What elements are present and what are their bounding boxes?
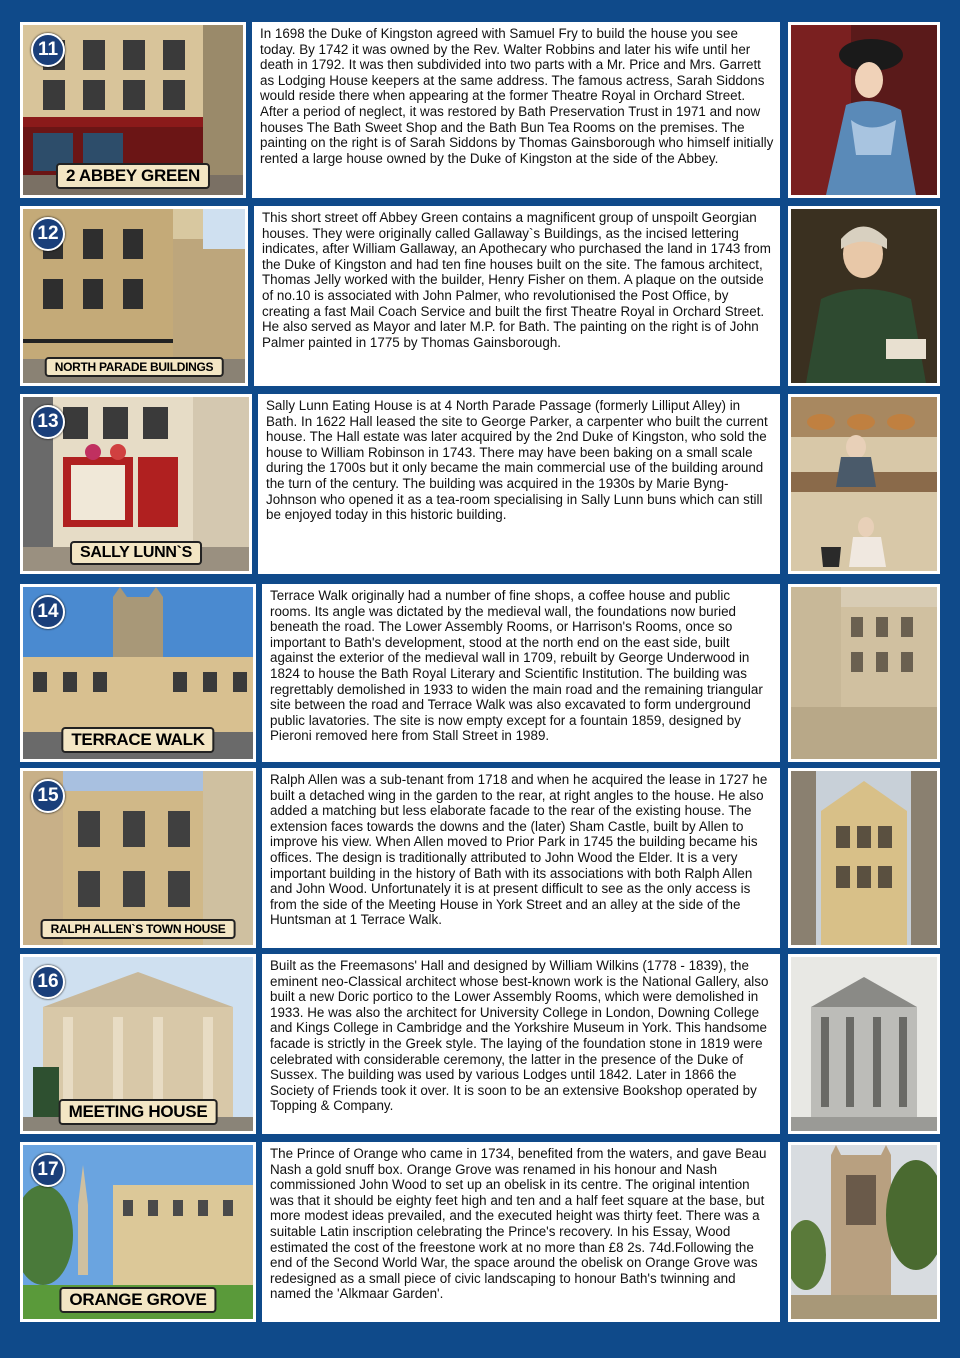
entry-number-badge: 11	[31, 33, 65, 67]
meeting-house-engraving-image	[791, 957, 937, 1131]
portrait-man-image	[791, 209, 937, 383]
entry-description: Terrace Walk originally had a number of fine shops, a coffee house and public rooms. Its angle was dictated by the medieval wall, the foundations now buried beneath the road. The Lower Assembly Rooms, or Harrison's Rooms, once so important to Bath's development, stood at the north end on the east side, built against the exterior of the medieval wall in 1709, rebuilt by George Underwood in 1824 to house the Bath Royal Literary and Scientific Institution. The building was regrettably demolished in 1933 to widen the main road and the remaining triangular site between the road and Terrace Walk was also excavated to form underground public lavatories. The site is now empty except for a fountain 1859, designed by Pieroni removed here from Stall Street in 1989.	[262, 584, 780, 762]
entry-caption: SALLY LUNN`S	[70, 541, 202, 565]
historic-street-image	[791, 587, 937, 759]
portrait-painting	[788, 206, 940, 386]
entry-description: This short street off Abbey Green contains a magnificent group of unspoilt Georgian houses. They were originally called Gallaway`s Buildings, as the incised lettering indicates, after William Gallaway, an Apothecary who purchased the land in 1743 from the Duke of Kingston and had ten fine houses built on the site. The famous architect, Thomas Jelly worked with the builder, Henry Fisher on them. A plaque on the outside of no.10 is associated with John Palmer, who revolutionised the Post Office, by creating a fast Mail Coach Service and built the first Theatre Royal in Orchard Street. He also served as Mayor and later M.P. for Bath. The painting on the right is of John Palmer painted in 1775 by Thomas Gainsborough.	[254, 206, 780, 386]
entry-12	[20, 206, 940, 386]
photo-orange-grove	[20, 1142, 256, 1322]
photo-2-abbey-green	[20, 22, 246, 198]
engraving-painting	[788, 954, 940, 1134]
townhouse-painting	[788, 768, 940, 948]
bakery-scene-image	[791, 397, 937, 571]
entry-15	[20, 768, 940, 948]
entry-description: Sally Lunn Eating House is at 4 North Parade Passage (formerly Lilliput Alley) in Bath. In 1622 Hall leased the site to George Parker, a carpenter who built the current house. The Hall estate was later acquired by the 2nd Duke of Kingston, who sold the house to William Robinson in 1743. There may have been baking on a small scale during the 1700s but it only became the main commercial use of the building around the turn of the century. The building was acquired in the 1930s by Marie Byng-Johnson who opened it as a tea-room specialising in Sally Lunn buns which can still be enjoyed today in this historic building.	[258, 394, 780, 574]
entry-number-badge: 16	[31, 965, 65, 999]
townhouse-facade-image	[791, 771, 937, 945]
photo-sally-lunns	[20, 394, 252, 574]
entry-description: Built as the Freemasons' Hall and designed by William Wilkins (1778 - 1839), the eminent neo-Classical architect whose best-known work is the National Gallery, also built a new Doric portico to the Lower Assembly Rooms, which were demolished in 1933. He was also the architect for University College in London, Downing College and Kings College in Cambridge and the Yorkshire Museum in York. This handsome facade is strictly in the Greek style. The laying of the foundation stone in 1819 were celebrated with considerable ceremony, the latter in the presence of the Duke of Sussex. The building was used by various Lodges until 1842. Later in 1866 the Society of Friends took it over. It is soon to be an extensive Bookshop operated by Topping & Company.	[262, 954, 780, 1134]
entry-number-badge: 14	[31, 595, 65, 629]
entry-caption: 2 ABBEY GREEN	[56, 163, 210, 189]
entry-number-badge: 15	[31, 779, 65, 813]
entry-caption: MEETING HOUSE	[59, 1099, 218, 1125]
photo-meeting-house	[20, 954, 256, 1134]
abbey-scene-image	[791, 1145, 937, 1319]
entry-16	[20, 954, 940, 1134]
abbey-painting	[788, 1142, 940, 1322]
bakery-painting	[788, 394, 940, 574]
photo-ralph-allens-town-house	[20, 768, 256, 948]
entry-caption: NORTH PARADE BUILDINGS	[45, 357, 224, 377]
entry-caption: RALPH ALLEN`S TOWN HOUSE	[41, 919, 236, 939]
entry-number-badge: 13	[31, 405, 65, 439]
entry-description: In 1698 the Duke of Kingston agreed with Samuel Fry to build the house you see today. By 1742 it was owned by the Rev. Walter Robbins and later his wife until her death in 1792. It was then subdivided into two parts with a Mr. Price and Mrs. Garrett as Lodging House keepers at the same address. The famous actress, Sarah Siddons would reside there when appearing at the former Theatre Royal in Orchard Street. After a period of neglect, it was restored by Bath Preservation Trust in 1971 and now houses The Bath Sweet Shop and the Bath Bun Tea Rooms on the premises. The painting on the right is of Sarah Siddons by Thomas Gainsborough who himself initially rented a large house owned by the Duke of Kingston at the side of the Abbey.	[252, 22, 780, 198]
entry-14	[20, 584, 940, 762]
photo-terrace-walk	[20, 584, 256, 762]
entry-number-badge: 17	[31, 1153, 65, 1187]
entry-caption: TERRACE WALK	[61, 727, 214, 753]
entry-17	[20, 1142, 940, 1322]
entry-11	[20, 22, 940, 198]
entry-number-badge: 12	[31, 217, 65, 251]
entry-caption: ORANGE GROVE	[59, 1287, 216, 1313]
photo-north-parade-buildings	[20, 206, 248, 386]
historic-street-painting	[788, 584, 940, 762]
entry-description: The Prince of Orange who came in 1734, benefited from the waters, and gave Beau Nash a gold snuff box. Orange Grove was renamed in his honour and Nash commissioned John Wood to set up an obelisk in its centre. The original intention was that it should be eighty feet high and ten and a half feet square at the base, but more modest ideas prevailed, and the executed height was thirty feet. There was a suitable Latin inscription celebrating the Prince's recovery. In his Essay, Wood estimated the cost of the freestone work at no more than £8 2s. 74d.Following the end of the Second World War, the space around the obelisk on Orange Grove was redesigned as a small piece of civic landscaping to honour Bath's twinning and named the 'Alkmaar Garden'.	[262, 1142, 780, 1322]
portrait-woman-image	[791, 25, 937, 195]
entry-13	[20, 394, 940, 574]
portrait-painting	[788, 22, 940, 198]
entry-description: Ralph Allen was a sub-tenant from 1718 and when he acquired the lease in 1727 he built a detached wing in the garden to the rear, at right angles to the house. He also added a matching but less elaborate facade to the rear of the existing house. The extension faces towards the downs and the (later) Sham Castle, built by Allen to improve his view. When Allen moved to Prior Park in 1745 the building became his offices. The design is traditionally attributed to John Wood the Elder. It is a very important building in the history of Bath with its associations with both Ralph Allen and John Wood. Unfortunately it is at present difficult to see as the only access is from the side of the Meeting House in York Street and an alley at the side of the Huntsman at 1 Terrace Walk.	[262, 768, 780, 948]
